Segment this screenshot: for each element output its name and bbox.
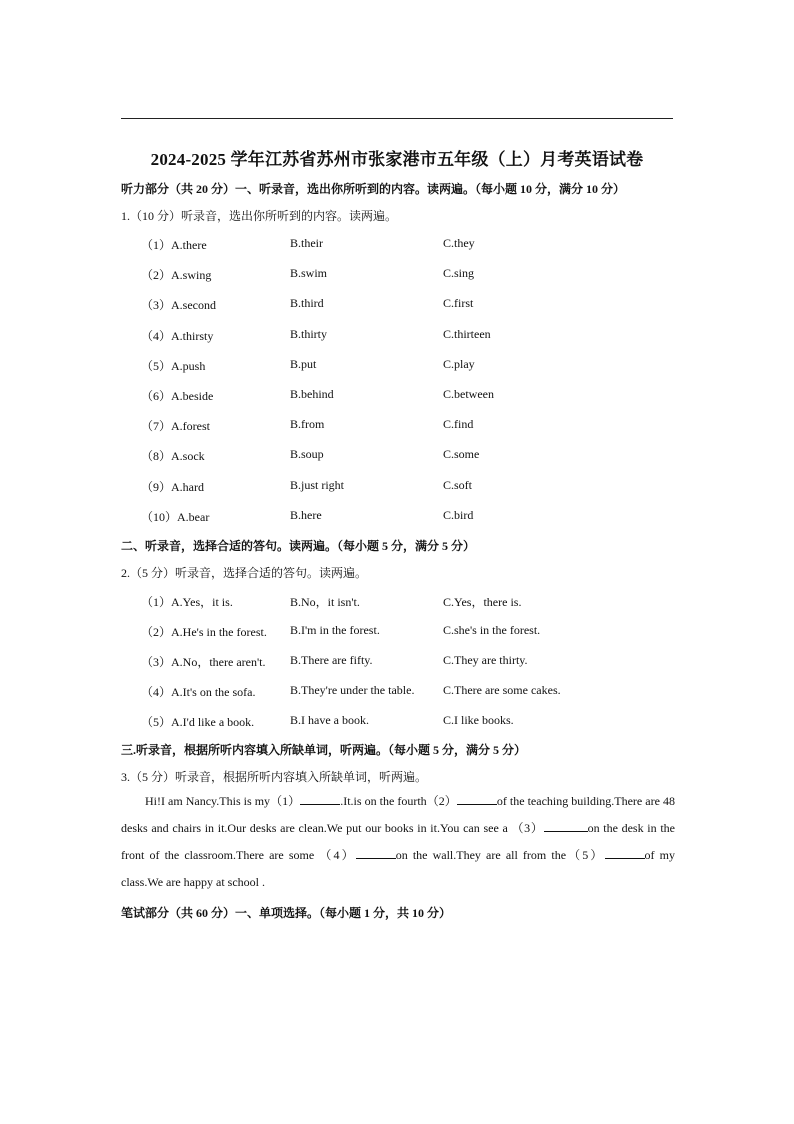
- q1-stem: 1.（10 分）听录音，选出你所听到的内容。读两遍。: [121, 209, 398, 223]
- q1-option-c: C.sing: [443, 266, 475, 280]
- section1-header: 听力部分（共 20 分）一、听录音，选出你所听到的内容。读两遍。（每小题 10 分，满分 10 分）: [121, 182, 626, 196]
- q1-option-b: B.put: [290, 357, 317, 371]
- q1-row-num-option-a: （3）A.second: [141, 298, 217, 312]
- section4-header: 笔试部分（共 60 分）一、单项选择。（每小题 1 分，共 10 分）: [121, 906, 452, 920]
- q1-option-b: B.from: [290, 417, 325, 431]
- q1-option-b: B.behind: [290, 387, 334, 401]
- q1-option-b: B.thirty: [290, 327, 328, 341]
- q2-option-b: B.I have a book.: [290, 713, 369, 727]
- q1-row-num-option-a: （2）A.swing: [141, 268, 212, 282]
- q2-row-num-option-a: （3）A.No，there aren't.: [141, 655, 266, 669]
- header-rule: [121, 118, 673, 119]
- q1-option-c: C.find: [443, 417, 474, 431]
- cloze-passage: [121, 788, 675, 896]
- q2-row-num-option-a: （4）A.It's on the sofa.: [141, 685, 256, 699]
- q1-option-b: B.soup: [290, 447, 324, 461]
- q1-option-c: C.bird: [443, 508, 474, 522]
- q1-option-b: B.here: [290, 508, 322, 522]
- q1-option-b: B.swim: [290, 266, 328, 280]
- q2-option-b: B.No，it isn't.: [290, 595, 360, 609]
- q2-option-b: B.They're under the table.: [290, 683, 415, 697]
- q1-option-b: B.third: [290, 296, 324, 310]
- passage-text: of the teaching building.There are 48 desks and chairs in it.Our desks are clean.We put our books in it.You can see a （3）: [121, 794, 675, 835]
- q1-option-c: C.play: [443, 357, 475, 371]
- q2-option-c: C.she's in the forest.: [443, 623, 541, 637]
- passage-text: Hi!I am Nancy.This is my（1）: [145, 794, 301, 808]
- exam-title: 2024-2025 学年江苏省苏州市张家港市五年级（上）月考英语试卷: [150, 150, 644, 169]
- q1-row-num-option-a: （10）A.bear: [141, 510, 210, 524]
- passage-text: .It.is on the fourth（2）: [340, 794, 457, 808]
- q1-option-c: C.thirteen: [443, 327, 491, 341]
- q1-option-c: C.between: [443, 387, 494, 401]
- answer-blank-2[interactable]: [457, 793, 497, 805]
- section3-header: 三.听录音，根据所听内容填入所缺单词，听两遍。（每小题 5 分，满分 5 分）: [121, 743, 527, 757]
- q1-row-num-option-a: （5）A.push: [141, 359, 206, 373]
- answer-blank-5[interactable]: [605, 847, 645, 859]
- q1-row-num-option-a: （7）A.forest: [141, 419, 211, 433]
- q2-stem: 2.（5 分）听录音，选择合适的答句。读两遍。: [121, 566, 368, 580]
- q1-row-num-option-a: （4）A.thirsty: [141, 329, 214, 343]
- passage-text: on the wall.They are all from the（5）: [395, 848, 605, 862]
- q1-row-num-option-a: （6）A.beside: [141, 389, 214, 403]
- answer-blank-1[interactable]: [300, 793, 340, 805]
- q1-option-c: C.soft: [443, 478, 473, 492]
- q2-option-c: C.Yes，there is.: [443, 595, 522, 609]
- q2-row-num-option-a: （2）A.He's in the forest.: [141, 625, 267, 639]
- q3-stem: 3.（5 分）听录音，根据所听内容填入所缺单词，听两遍。: [121, 770, 428, 784]
- answer-blank-3[interactable]: [544, 820, 588, 832]
- q2-row-num-option-a: （5）A.I'd like a book.: [141, 715, 255, 729]
- q2-option-c: C.I like books.: [443, 713, 514, 727]
- q1-option-b: B.just right: [290, 478, 345, 492]
- section2-header: 二、听录音，选择合适的答句。读两遍。（每小题 5 分，满分 5 分）: [121, 539, 476, 553]
- q2-option-c: C.There are some cakes.: [443, 683, 561, 697]
- q2-option-c: C.They are thirty.: [443, 653, 528, 667]
- q1-option-c: C.some: [443, 447, 480, 461]
- answer-blank-4[interactable]: [356, 847, 396, 859]
- passage-text: of my class.We are happy at school .: [121, 848, 675, 889]
- q1-row-num-option-a: （9）A.hard: [141, 480, 205, 494]
- passage-text: on the desk in the front of the classroom.There are some （4）: [121, 821, 675, 862]
- q1-option-b: B.their: [290, 236, 323, 250]
- q2-option-b: B.I'm in the forest.: [290, 623, 380, 637]
- q2-option-b: B.There are fifty.: [290, 653, 373, 667]
- q1-option-c: C.they: [443, 236, 475, 250]
- q1-option-c: C.first: [443, 296, 474, 310]
- q2-row-num-option-a: （1）A.Yes，it is.: [141, 595, 233, 609]
- q1-row-num-option-a: （1）A.there: [141, 238, 207, 252]
- q1-row-num-option-a: （8）A.sock: [141, 449, 205, 463]
